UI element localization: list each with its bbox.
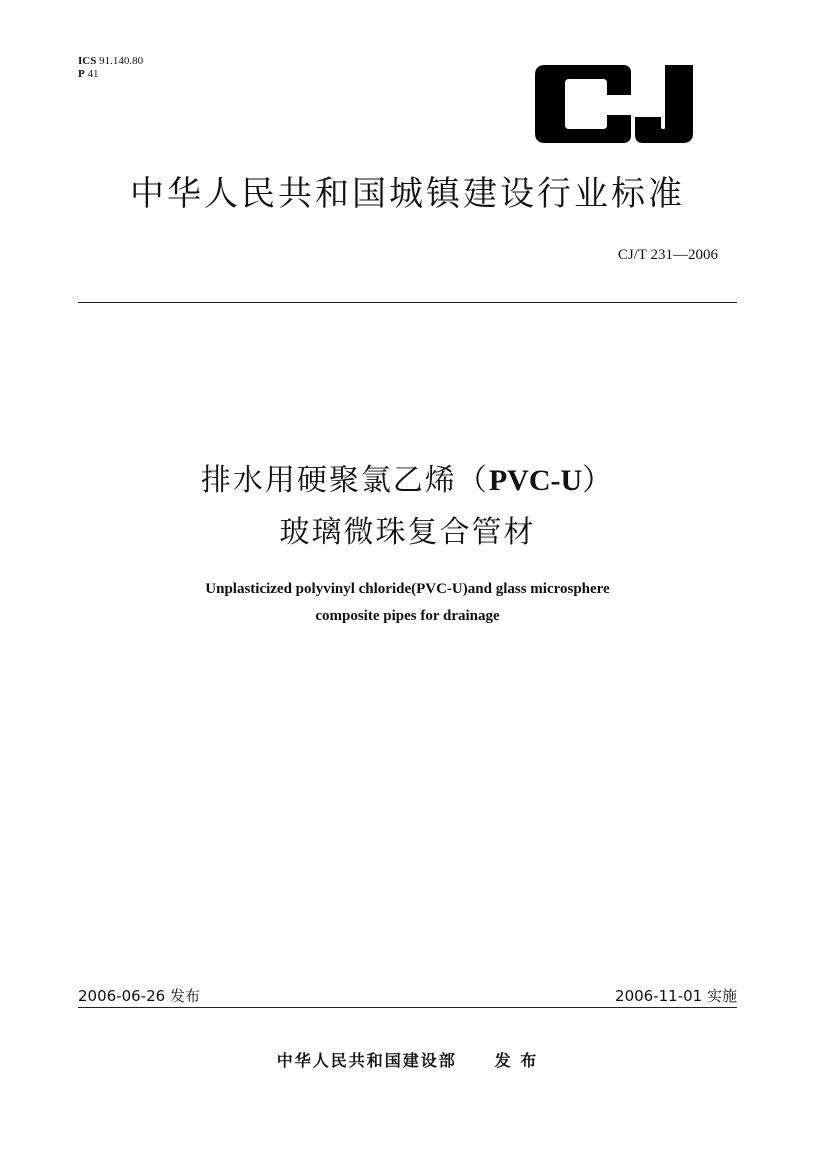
chinese-title-prefix: 排水用硬聚氯乙烯 xyxy=(200,463,457,498)
cj-logo-c-shape xyxy=(535,65,631,143)
classification-codes xyxy=(78,55,143,81)
issuer-name: 中华人民共和国建设部 xyxy=(276,1051,457,1070)
english-title-line-2: composite pipes for drainage xyxy=(315,608,500,624)
class-code: 41 xyxy=(87,68,99,80)
class-label: P xyxy=(78,68,85,80)
chinese-title-paren-close: ） xyxy=(582,463,615,498)
chinese-title-latin: PVC-U xyxy=(488,464,583,497)
chinese-title-line-2: 玻璃微珠复合管材 xyxy=(279,515,536,550)
standard-number: CJ/T 231—2006 xyxy=(617,247,718,263)
ics-line xyxy=(78,55,143,68)
footer-divider xyxy=(78,1007,737,1008)
cj-logo-j-shape xyxy=(635,65,693,143)
ics-code: 91.140.80 xyxy=(99,55,144,67)
implementation-date: 2006-11-01 实施 xyxy=(615,987,737,1005)
class-line xyxy=(78,68,143,81)
national-standard-title: 中华人民共和国城镇建设行业标准 xyxy=(130,174,685,214)
issuing-authority xyxy=(0,1048,815,1071)
publish-date: 2006-06-26 发布 xyxy=(78,987,200,1005)
header-divider xyxy=(78,302,737,303)
chinese-title-paren-open: （ xyxy=(456,463,489,498)
ics-label: ICS xyxy=(78,55,97,67)
chinese-title-line-1 xyxy=(0,455,815,499)
cj-logo xyxy=(535,65,693,143)
english-title-line-1: Unplasticized polyvinyl chloride(PVC-U)and glass microsphere xyxy=(205,581,610,597)
issuer-action: 发 布 xyxy=(494,1051,539,1070)
